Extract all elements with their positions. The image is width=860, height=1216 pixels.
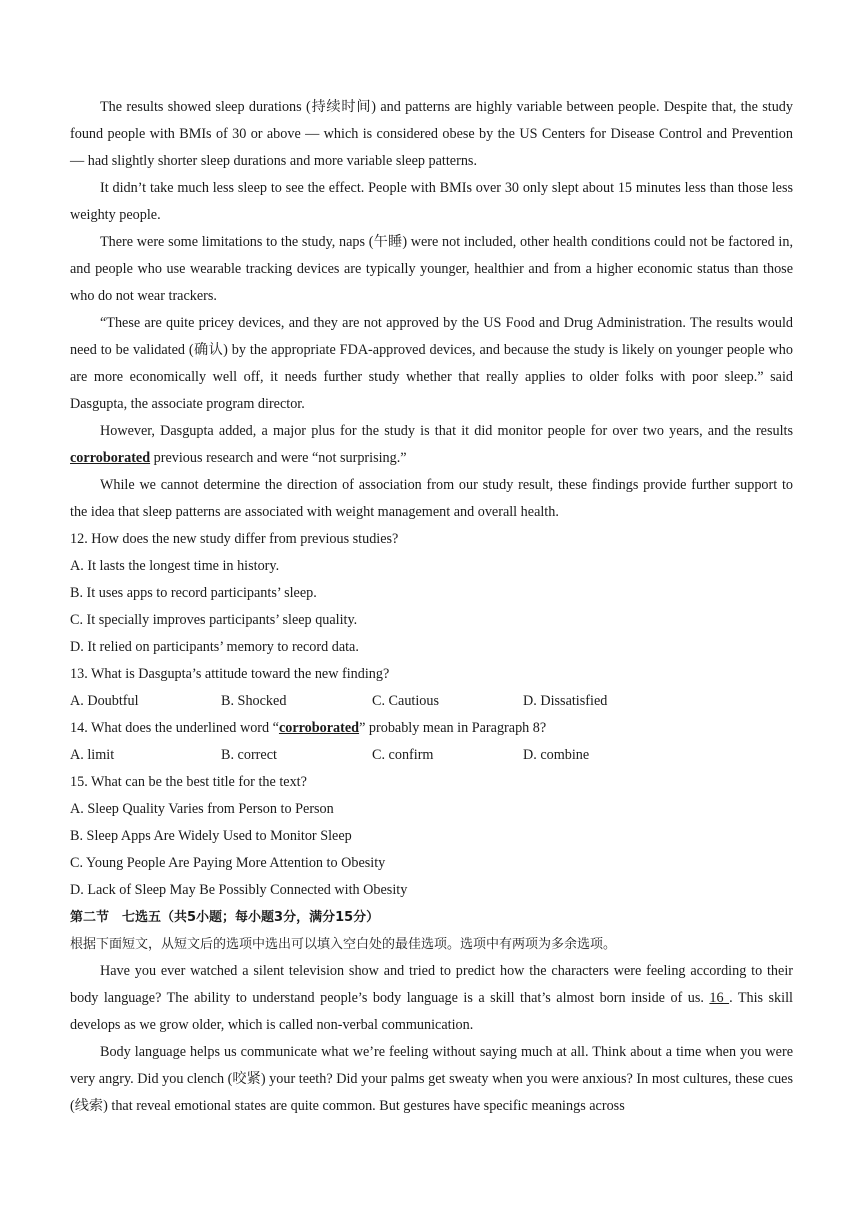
question-15 (70, 769, 793, 904)
passage-paragraph: “These are quite pricey devices, and they are not approved by the US Food and Drug Administration. The results would need to be validated (确认) by the appropriate FDA-approved devices, and because the study is likely on younger people who are more economically well off, it needs further study whether that really applies to older folks with poor sleep.” said Dasgupta, the associate program director. (70, 315, 793, 412)
p1-text-before: Have you ever watched a silent television show and tried to predict how the characters were feeling according to their body language? The ability to understand people’s body language is a skill that’s almost born inside of us. (70, 963, 793, 1006)
option-c: C. confirm (372, 747, 434, 763)
option-c: C. Young People Are Paying More Attention to Obesity (70, 855, 386, 871)
option-c: C. It specially improves participants’ sleep quality. (70, 612, 358, 628)
question-14 (70, 715, 793, 769)
option-a: A. It lasts the longest time in history. (70, 558, 280, 574)
question-13 (70, 661, 793, 715)
option-d: D. Lack of Sleep May Be Possibly Connected with Obesity (70, 882, 408, 898)
stem-before: 14. What does the underlined word “ (70, 720, 279, 736)
section-instruction: 根据下面短文，从短文后的选项中选出可以填入空白处的最佳选项。选项中有两项为多余选项。 (70, 937, 617, 952)
option-d: D. Dissatisfied (523, 693, 608, 709)
option-d: D. It relied on participants’ memory to record data. (70, 639, 359, 655)
option-b: B. correct (221, 747, 277, 763)
passage-paragraph-7 (70, 418, 793, 472)
passage-paragraph: It didn’t take much less sleep to see the effect. People with BMIs over 30 only slept about 15 minutes less than those less weighty people. (70, 180, 793, 223)
option-a: A. limit (70, 747, 115, 763)
stem-after: ” probably mean in Paragraph 8? (359, 720, 547, 736)
option-a: A. Doubtful (70, 693, 139, 709)
options-row (70, 688, 793, 715)
blank-16: 16 (709, 990, 730, 1006)
p1-text-after: . This skill develops as we grow older, which is called non-verbal communication. (70, 990, 793, 1033)
passage-section (70, 94, 793, 526)
question-12 (70, 526, 793, 661)
passage-paragraph: The results showed sleep durations (持续时间) and patterns are highly variable between people. Despite that, the study found people with BMIs of 30 or above — which is considered obese by the US Centers for Disease Control and Prevention — had slightly shorter sleep durations and more variable sleep patterns. (70, 99, 793, 169)
keyword-corroborated: corroborated (70, 450, 151, 466)
p7-text-after: previous research and were “not surprising.” (150, 450, 407, 466)
passage-paragraph: While we cannot determine the direction of association from our study result, these findings provide further support to the idea that sleep patterns are associated with weight management and overall health. (70, 477, 793, 520)
option-a: A. Sleep Quality Varies from Person to Person (70, 801, 334, 817)
option-b: B. It uses apps to record participants’ sleep. (70, 585, 317, 601)
question-stem: 13. What is Dasgupta’s attitude toward the new finding? (70, 666, 390, 682)
p7-text-before: However, Dasgupta added, a major plus for the study is that it did monitor people for over two years, and the results (100, 423, 793, 439)
options-row (70, 742, 793, 769)
question-stem: 15. What can be the best title for the text? (70, 774, 307, 790)
passage2-section (70, 958, 793, 1120)
option-d: D. combine (523, 747, 590, 763)
question-stem (70, 715, 793, 742)
passage-paragraph: There were some limitations to the study, naps (午睡) were not included, other health conditions could not be factored in, and people who use wearable tracking devices are typically younger, healthier and from a higher economic status than those who do not wear trackers. (70, 234, 793, 304)
section-title: 第二节 七选五（共5小题；每小题3分，满分15分） (70, 910, 380, 925)
option-b: B. Sleep Apps Are Widely Used to Monitor Sleep (70, 828, 352, 844)
option-c: C. Cautious (372, 693, 440, 709)
question-stem: 12. How does the new study differ from previous studies? (70, 531, 399, 547)
passage2-paragraph-1 (70, 958, 793, 1039)
keyword-corroborated: corroborated (278, 720, 360, 736)
option-b: B. Shocked (221, 693, 287, 709)
passage2-paragraph-2: Body language helps us communicate what we’re feeling without saying much at all. Think about a time when you were very angry. Did you clench (咬紧) your teeth? Did your palms get sweaty when you were anxious? In most cultures, these cues (线索) that reveal emotional states are quite common. But gestures have specific meanings across (70, 1044, 793, 1114)
